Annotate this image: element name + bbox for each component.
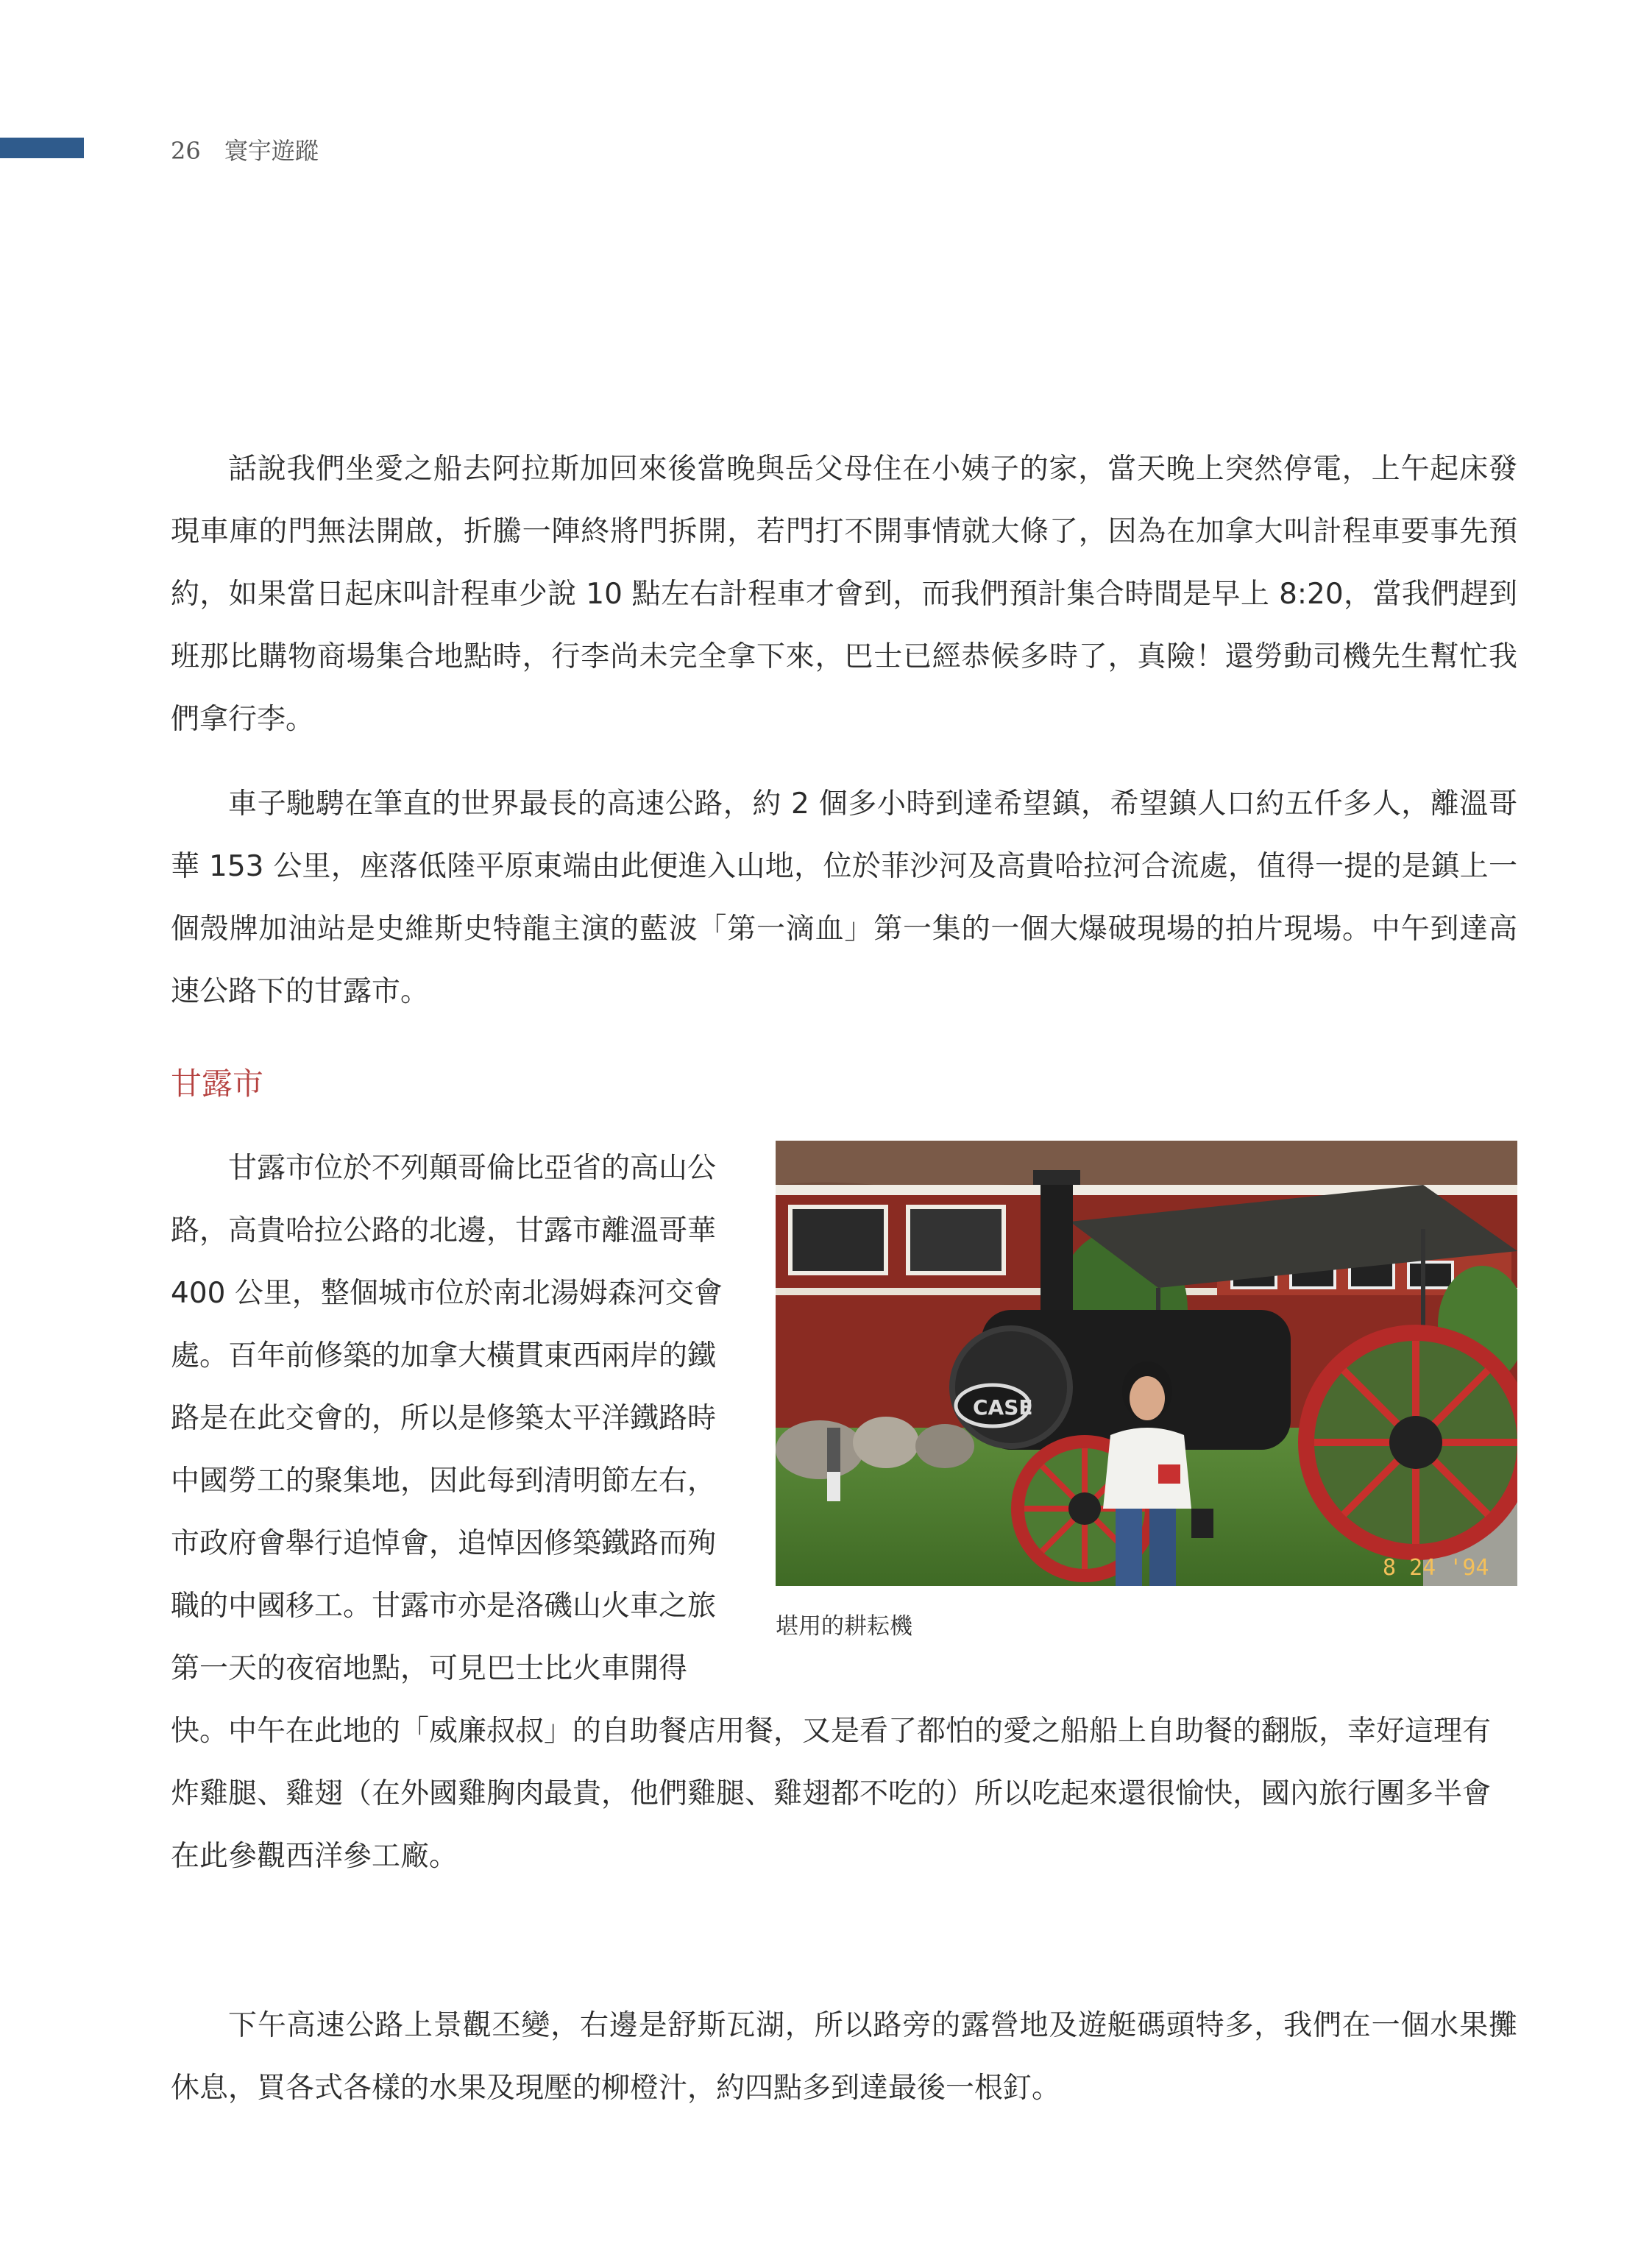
engine-badge-text: CASE: [973, 1395, 1033, 1420]
header-accent-bar: [0, 138, 84, 158]
book-title: 寰宇遊蹤: [224, 137, 319, 165]
section-title: 甘露市: [171, 1066, 264, 1102]
steam-tractor-photo: [776, 1141, 1517, 1586]
figure-caption: 堪用的耕耘機: [776, 1613, 912, 1640]
page-number: 26: [171, 137, 201, 165]
paragraph-1: 話說我們坐愛之船去阿拉斯加回來後當晚與岳父母住在小姨子的家，當天晚上突然停電，上午起床發現車庫的門無法開啟，折騰一陣終將門拆開，若門打不開事情就大條了，因為在加拿大叫計程車要事先預約，如果當日起床叫計程車少說 10 點左右計程車才會到，而我們預計集合時間是早上 8:20，當我們趕到班那比購物商場集合地點時，行李尚未完全拿下來，巴士已經恭候多時了，真險！還勞動司機先生幫忙我們拿行李。: [171, 453, 1517, 736]
figure: [776, 1141, 1517, 1643]
paragraph-3-block: [171, 1137, 1517, 1888]
date-stamp: 8 24 '94: [1383, 1555, 1489, 1581]
paragraph-2: 車子馳騁在筆直的世界最長的高速公路，約 2 個多小時到達希望鎮，希望鎮人口約五仟多人，離溫哥華 153 公里，座落低陸平原東端由此便進入山地，位於菲沙河及高貴哈拉河合流處，值得一提的是鎮上一個殼牌加油站是史維斯史特龍主演的藍波「第一滴血」第一集的一個大爆破現場的拍片現場。中午到達高速公路下的甘露市。: [171, 787, 1517, 1008]
paragraph-4: 下午高速公路上景觀丕變，右邊是舒斯瓦湖，所以路旁的露營地及遊艇碼頭特多，我們在一個水果攤休息，買各式各樣的水果及現壓的柳橙汁，約四點多到達最後一根釘。: [171, 2009, 1517, 2105]
paragraph-3: 甘露市位於不列顛哥倫比亞省的高山公路，高貴哈拉公路的北邊，甘露市離溫哥華 400 公里，整個城市位於南北湯姆森河交會處。百年前修築的加拿大橫貫東西兩岸的鐵路是在此交會的，所以是修築太平洋鐵路時中國勞工的聚集地，因此每到清明節左右，市政府會舉行追悼會，追悼因修築鐵路而殉職的中國移工。甘露市亦是洛磯山火車之旅第一天的夜宿地點，可見巴士比火車開得快。中午在此地的「威廉叔叔」的自助餐店用餐，又是看了都怕的愛之船船上自助餐的翻版，幸好這理有炸雞腿、雞翅（在外國雞胸肉最貴，他們雞腿、雞翅都不吃的）所以吃起來還很愉快，國內旅行團多半會在此參觀西洋參工廠。: [171, 1152, 1492, 1873]
running-header: [171, 132, 319, 166]
